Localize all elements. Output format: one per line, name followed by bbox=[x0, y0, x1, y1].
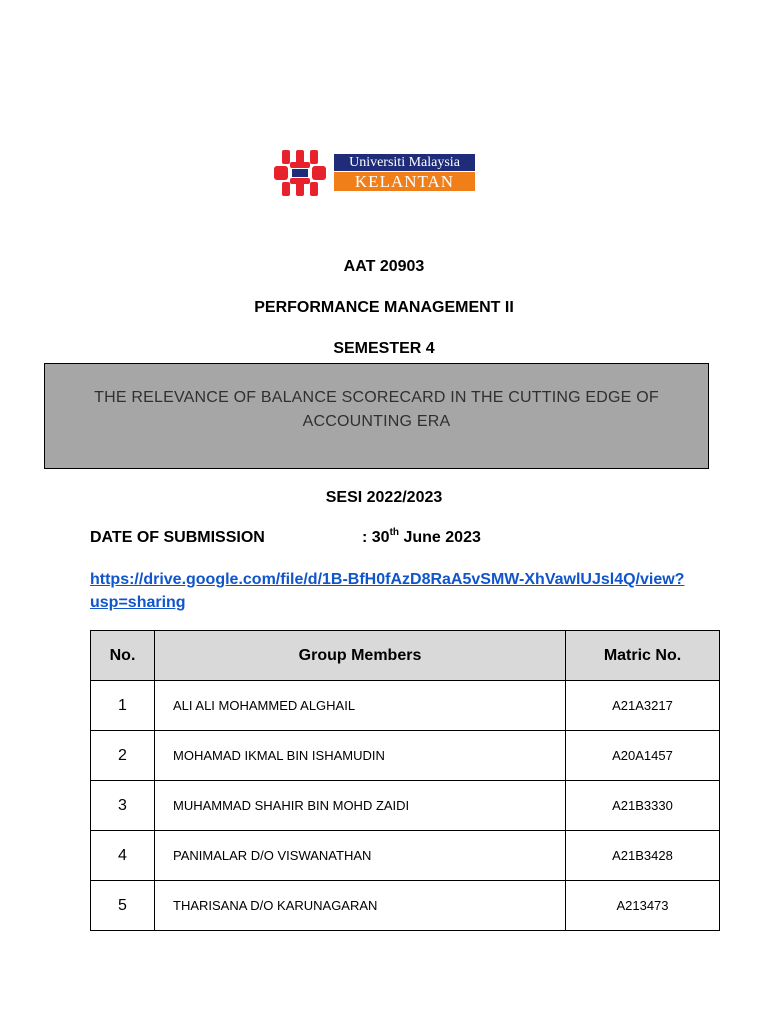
row-no: 5 bbox=[91, 881, 155, 931]
table-row bbox=[91, 831, 720, 881]
table-header-row bbox=[91, 631, 720, 681]
assignment-title-box bbox=[44, 363, 709, 469]
row-member-name: MOHAMAD IKMAL BIN ISHAMUDIN bbox=[155, 731, 566, 781]
row-no: 3 bbox=[91, 781, 155, 831]
table-row bbox=[91, 681, 720, 731]
submission-month-year: June 2023 bbox=[399, 529, 481, 546]
header-no: No. bbox=[91, 631, 155, 681]
header-matric: Matric No. bbox=[566, 631, 720, 681]
course-name: PERFORMANCE MANAGEMENT II bbox=[254, 299, 514, 316]
umk-emblem-icon bbox=[272, 148, 328, 198]
logo-text-university: Universiti Malaysia bbox=[334, 154, 475, 171]
row-matric: A21A3217 bbox=[566, 681, 720, 731]
row-no: 2 bbox=[91, 731, 155, 781]
row-no: 4 bbox=[91, 831, 155, 881]
logo-text-kelantan: KELANTAN bbox=[334, 172, 475, 191]
table-row bbox=[91, 881, 720, 931]
header-members: Group Members bbox=[155, 631, 566, 681]
submission-day: : 30 bbox=[362, 529, 390, 546]
row-member-name: THARISANA D/O KARUNAGARAN bbox=[155, 881, 566, 931]
submission-value bbox=[362, 529, 481, 547]
semester: SEMESTER 4 bbox=[333, 340, 435, 357]
row-matric: A213473 bbox=[566, 881, 720, 931]
assignment-title: THE RELEVANCE OF BALANCE SCORECARD IN THE CUTTING EDGE OF ACCOUNTING ERA bbox=[94, 389, 659, 430]
row-matric: A21B3428 bbox=[566, 831, 720, 881]
submission-day-suffix: th bbox=[389, 527, 400, 538]
group-members-table bbox=[90, 630, 720, 931]
drive-link[interactable]: https://drive.google.com/file/d/1B-BfH0fAzD8RaA5vSMW-XhVawlUJsl4Q/view?usp=sharing bbox=[90, 571, 685, 611]
table-row bbox=[91, 781, 720, 831]
session: SESI 2022/2023 bbox=[325, 489, 443, 506]
row-matric: A21B3330 bbox=[566, 781, 720, 831]
row-member-name: PANIMALAR D/O VISWANATHAN bbox=[155, 831, 566, 881]
row-member-name: ALI ALI MOHAMMED ALGHAIL bbox=[155, 681, 566, 731]
row-matric: A20A1457 bbox=[566, 731, 720, 781]
row-member-name: MUHAMMAD SHAHIR BIN MOHD ZAIDI bbox=[155, 781, 566, 831]
course-code: AAT 20903 bbox=[343, 258, 425, 275]
table-row bbox=[91, 731, 720, 781]
row-no: 1 bbox=[91, 681, 155, 731]
university-logo bbox=[272, 148, 477, 198]
submission-label: DATE OF SUBMISSION bbox=[90, 529, 265, 546]
